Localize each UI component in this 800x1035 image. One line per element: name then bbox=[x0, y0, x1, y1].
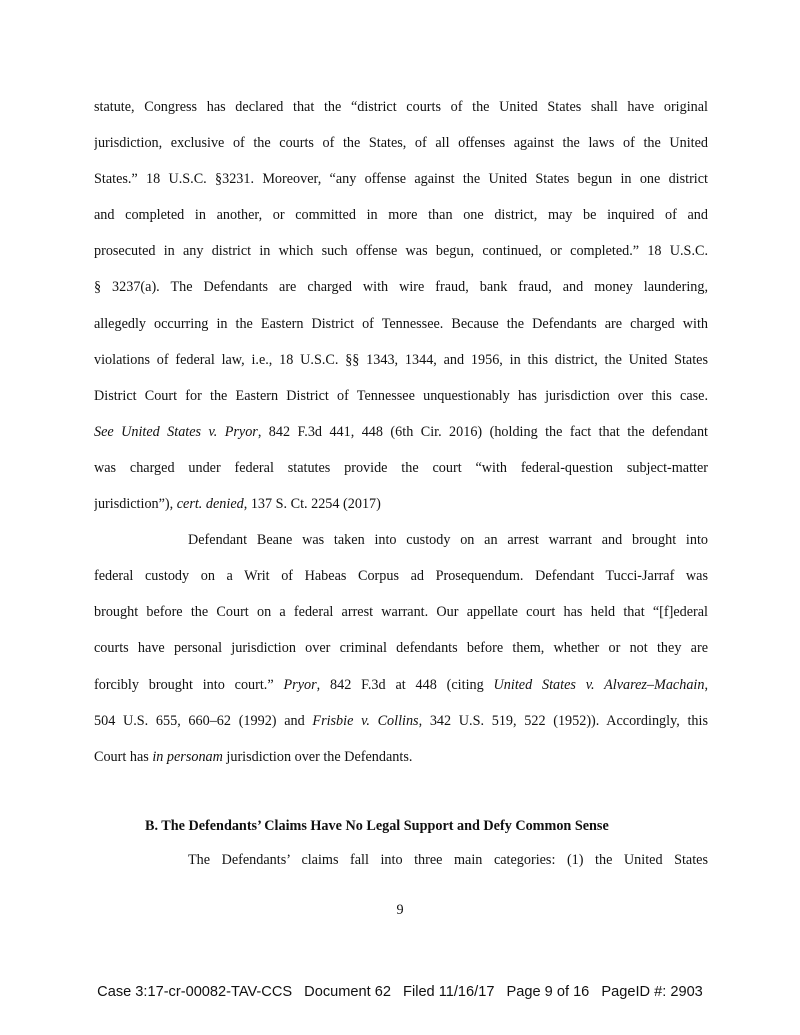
page-id: PageID #: 2903 bbox=[601, 984, 703, 1000]
text-line: District Court for the Eastern District of Tennessee unquestionably has jurisdiction over this case. bbox=[94, 387, 708, 404]
body-text bbox=[94, 89, 708, 775]
text-run: , 342 U.S. 519, 522 (1952)). Accordingly, this bbox=[418, 712, 708, 729]
text-line: courts have personal jurisdiction over criminal defendants before them, whether or not they are bbox=[94, 640, 708, 657]
text-run: 504 U.S. 655, 660–62 (1992) and bbox=[94, 712, 313, 729]
text-line: Defendant Beane was taken into custody on an arrest warrant and brought into bbox=[188, 532, 708, 549]
text-line: was charged under federal statutes provide the court “with federal-question subject-matter bbox=[94, 459, 708, 476]
text-run: jurisdiction over the Defendants. bbox=[222, 748, 413, 765]
text-line: § 3237(a). The Defendants are charged with wire fraud, bank fraud, and money laundering, bbox=[94, 279, 708, 296]
filed-date: Filed 11/16/17 bbox=[403, 984, 495, 1000]
text-run: jurisdiction”), bbox=[94, 496, 177, 513]
text-line: statute, Congress has declared that the “district courts of the United States shall have original bbox=[94, 99, 708, 115]
text-line: prosecuted in any district in which such offense was begun, continued, or completed.” 18 U.S.C. bbox=[94, 243, 708, 260]
text-line: The Defendants’ claims fall into three main categories: (1) the United States bbox=[188, 852, 708, 868]
text-line: and completed in another, or committed in more than one district, may be inquired of and bbox=[94, 207, 708, 224]
text-line bbox=[94, 486, 708, 522]
text-run: , 842 F.3d 441, 448 (6th Cir. 2016) (holding the fact that the defendant bbox=[257, 423, 708, 440]
body-text bbox=[94, 845, 708, 875]
text-run: Court has bbox=[94, 748, 153, 765]
section-heading: B. The Defendants’ Claims Have No Legal Support and Defy Common Sense bbox=[145, 818, 609, 834]
page-number: 9 bbox=[396, 902, 404, 918]
text-line: brought before the Court on a federal arrest warrant. Our appellate court has held that “[f]ederal bbox=[94, 604, 708, 621]
case-number: Case 3:17-cr-00082-TAV-CCS bbox=[97, 984, 293, 1000]
case-citation: See United States v. Pryor bbox=[94, 423, 258, 440]
case-citation: United States v. Alvarez–Machain bbox=[493, 676, 705, 693]
text-run: , bbox=[704, 676, 708, 693]
document-number: Document 62 bbox=[304, 984, 391, 1000]
text-line bbox=[94, 703, 708, 739]
text-line: States.” 18 U.S.C. §3231. Moreover, “any offense against the United States begun in one district bbox=[94, 171, 708, 188]
text-run: forcibly brought into court.” bbox=[94, 676, 284, 693]
text-line: federal custody on a Writ of Habeas Corpus ad Prosequendum. Defendant Tucci-Jarraf was bbox=[94, 568, 708, 585]
text-line: allegedly occurring in the Eastern District of Tennessee. Because the Defendants are charged with bbox=[94, 315, 708, 332]
case-citation: Pryor bbox=[283, 676, 317, 693]
text-line bbox=[94, 739, 708, 775]
case-citation: Frisbie v. Collins bbox=[312, 712, 419, 729]
text-run: , 842 F.3d at 448 (citing bbox=[316, 676, 494, 693]
page-count: Page 9 of 16 bbox=[506, 984, 590, 1000]
text-line: violations of federal law, i.e., 18 U.S.C. §§ 1343, 1344, and 1956, in this district, the United States bbox=[94, 351, 708, 368]
text-line: jurisdiction, exclusive of the courts of the States, of all offenses against the laws of the United bbox=[94, 135, 708, 152]
case-footer bbox=[0, 984, 800, 1000]
text-run: , 137 S. Ct. 2254 (2017) bbox=[243, 496, 381, 513]
text-line bbox=[94, 414, 708, 450]
text-line bbox=[94, 667, 708, 703]
italic-phrase: in personam bbox=[152, 748, 223, 765]
italic-phrase: cert. denied bbox=[176, 496, 244, 513]
